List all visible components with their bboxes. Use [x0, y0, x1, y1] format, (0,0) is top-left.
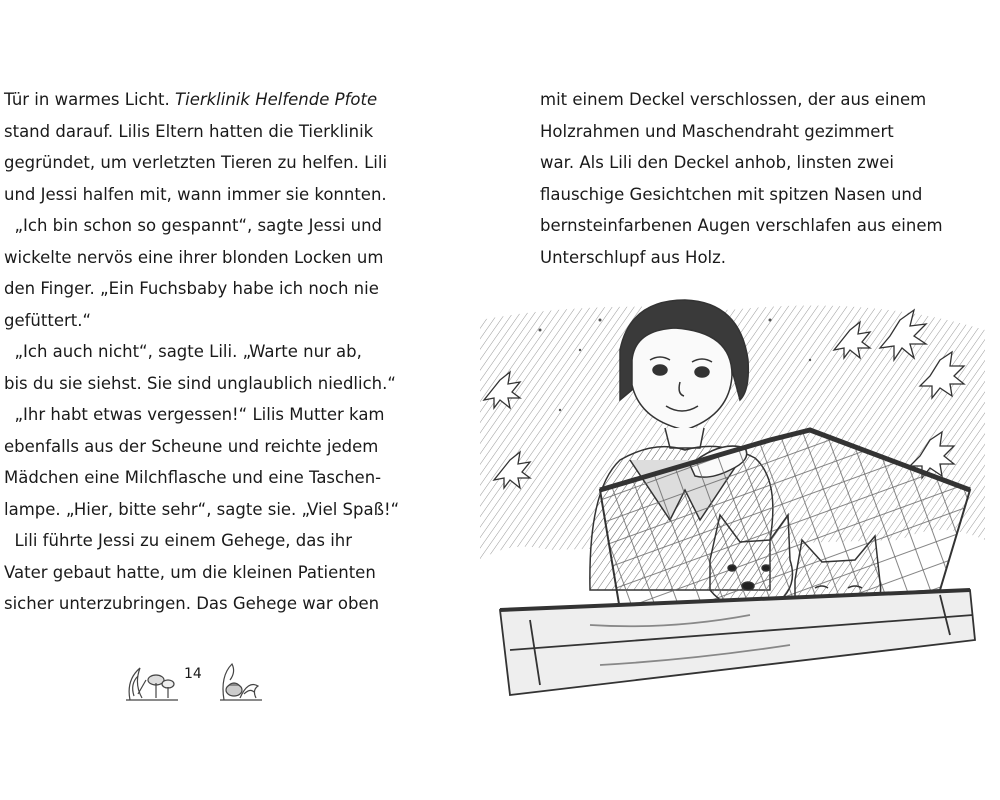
text-line: Unterschlupf aus Holz.: [540, 247, 727, 267]
text-line: Lili führte Jessi zu einem Gehege, das ihr: [4, 531, 353, 550]
text-line: und Jessi halfen mit, wann immer sie konnten.: [4, 184, 387, 204]
text-line: „Ihr habt etwas vergessen!“ Lilis Mutter kam: [4, 405, 385, 424]
text-line: „Ich auch nicht“, sagte Lili. „Warte nur ab,: [4, 342, 362, 361]
text-line: Tür in warmes Licht. Tierklinik Helfende Pfote: [4, 90, 378, 109]
text-line: stand darauf. Lilis Eltern hatten die Tierklinik: [4, 121, 374, 141]
illustration-girl-fox-cubs: [470, 290, 990, 700]
text-line: bernsteinfarbenen Augen verschlafen aus einem: [540, 216, 943, 235]
text-line: gegründet, um verletzten Tieren zu helfen. Lili: [4, 153, 388, 172]
text-line: „Ich bin schon so gespannt“, sagte Jessi und: [4, 216, 383, 235]
text-line: lampe. „Hier, bitte sehr“, sagte sie. „Viel Spaß!“: [4, 499, 400, 519]
right-page-text: [540, 84, 980, 273]
text-line: bis du sie siehst. Sie sind unglaublich niedlich.“: [4, 373, 396, 393]
text-line: Vater gebaut hatte, um die kleinen Patienten: [4, 562, 376, 582]
text-line: war. Als Lili den Deckel anhob, linsten zwei: [540, 153, 894, 172]
left-page-text: [4, 84, 404, 620]
text-line: ebenfalls aus der Scheune und reichte jedem: [4, 436, 379, 456]
wooden-enclosure-box: [500, 590, 975, 695]
text-line: wickelte nervös eine ihrer blonden Locken um: [4, 247, 384, 267]
text-line: flauschige Gesichtchen mit spitzen Nasen und: [540, 184, 923, 204]
page-number: 14: [184, 666, 202, 682]
text-line: den Finger. „Ein Fuchsbaby habe ich noch nie: [4, 279, 379, 298]
text-line: sicher unterzubringen. Das Gehege war oben: [4, 594, 380, 613]
acorn-fern-icon: [220, 664, 262, 700]
text-line: mit einem Deckel verschlossen, der aus einem: [540, 90, 927, 109]
text-line: Mädchen eine Milchflasche und eine Taschen-: [4, 468, 382, 487]
text-line: Holzrahmen und Maschendraht gezimmert: [540, 121, 894, 141]
text-line: gefüttert.“: [4, 310, 92, 330]
mushroom-leaf-icon: [126, 668, 178, 700]
